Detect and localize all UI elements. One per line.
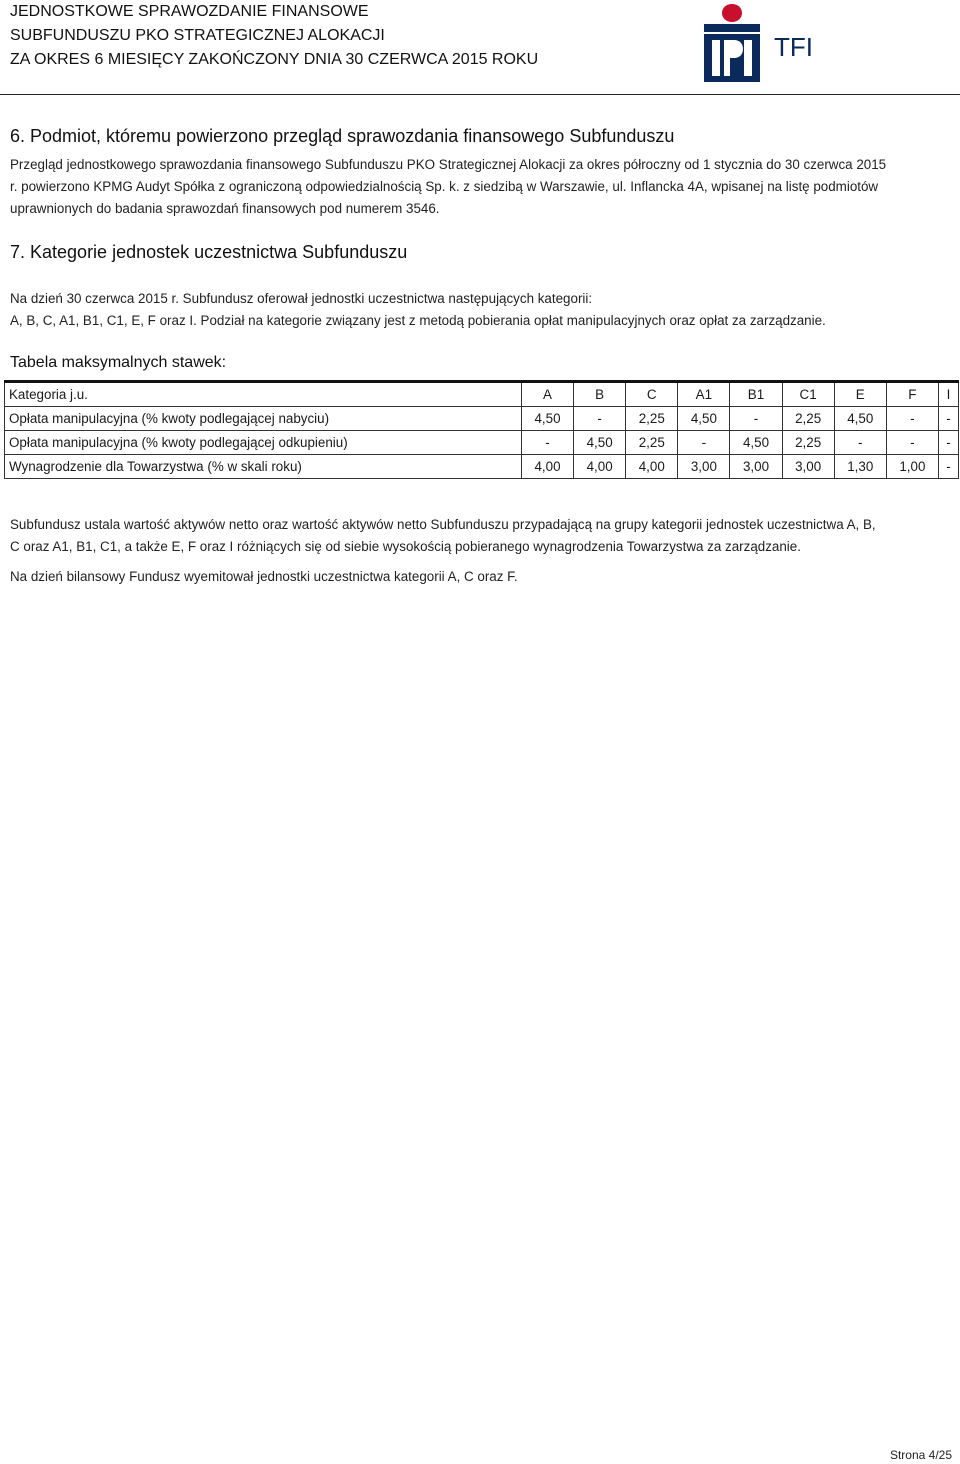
table-cell: - xyxy=(886,407,938,431)
table-cell: 3,00 xyxy=(678,455,730,479)
section-6-line-1: Przegląd jednostkowego sprawozdania finansowego Subfunduszu PKO Strategicznej Alokacji za okres półroczny od 1 stycznia do 30 czerwca 2015 xyxy=(10,157,887,172)
table-cell: - xyxy=(938,407,958,431)
header-title-line-2: SUBFUNDUSZU PKO STRATEGICZNEJ ALOKACJI xyxy=(10,27,385,44)
table-header-cell: F xyxy=(886,382,938,407)
issued-units-paragraph xyxy=(10,566,950,588)
issued-units-line: Na dzień bilansowy Fundusz wyemitował jednostki uczestnictwa kategorii A, C oraz F. xyxy=(10,569,518,584)
table-cell: 4,00 xyxy=(521,455,573,479)
header-divider xyxy=(0,94,960,95)
page-number: Strona 4/25 xyxy=(889,1448,952,1462)
table-row xyxy=(5,455,959,479)
table-cell: 2,25 xyxy=(782,407,834,431)
section-7-paragraph xyxy=(10,288,950,332)
table-cell: 1,00 xyxy=(886,455,938,479)
table-header-cell: A xyxy=(521,382,573,407)
table-header-row xyxy=(5,382,959,407)
table-cell: - xyxy=(886,431,938,455)
categories-line-1: Subfundusz ustala wartość aktywów netto oraz wartość aktywów netto Subfunduszu przypadającą na grupy kategorii jednostek uczestnictwa A, B, xyxy=(10,517,876,532)
header-title-line-1: JEDNOSTKOWE SPRAWOZDANIE FINANSOWE xyxy=(10,3,369,20)
table-cell: - xyxy=(938,431,958,455)
table-header-cell: A1 xyxy=(678,382,730,407)
rates-table-title: Tabela maksymalnych stawek: xyxy=(10,354,227,371)
table-cell: 4,00 xyxy=(626,455,678,479)
table-cell: 2,25 xyxy=(782,431,834,455)
table-header-cell: E xyxy=(834,382,886,407)
table-cell: 3,00 xyxy=(730,455,782,479)
table-header-cell: B1 xyxy=(730,382,782,407)
table-cell: - xyxy=(834,431,886,455)
table-header-cell: I xyxy=(938,382,958,407)
section-7-line-2: A, B, C, A1, B1, C1, E, F oraz I. Podział na kategorie związany jest z metodą pobierania opłat manipulacyjnych oraz opłat za zarządzanie. xyxy=(10,313,826,328)
table-row xyxy=(5,431,959,455)
table-cell: 4,50 xyxy=(834,407,886,431)
logo-tfi-text: TFI xyxy=(774,32,813,62)
pko-logo-icon xyxy=(700,2,764,84)
section-7-line-1: Na dzień 30 czerwca 2015 r. Subfundusz oferował jednostki uczestnictwa następujących kategorii: xyxy=(10,291,593,306)
header-title-line-3: ZA OKRES 6 MIESIĘCY ZAKOŃCZONY DNIA 30 CZERWCA 2015 ROKU xyxy=(10,51,539,68)
table-header-cell: C1 xyxy=(782,382,834,407)
table-cell: Opłata manipulacyjna (% kwoty podlegającej odkupieniu) xyxy=(5,431,522,455)
document-header xyxy=(10,0,538,72)
table-cell: - xyxy=(574,407,626,431)
categories-paragraph xyxy=(10,514,950,558)
table-cell: 4,50 xyxy=(730,431,782,455)
table-cell: - xyxy=(938,455,958,479)
table-header-cell: C xyxy=(626,382,678,407)
table-cell: 2,25 xyxy=(626,431,678,455)
categories-line-2: C oraz A1, B1, C1, a także E, F oraz I różniących się od siebie wysokością pobieranego wynagrodzenia Towarzystwa za zarządzanie. xyxy=(10,539,801,554)
table-cell: 4,50 xyxy=(574,431,626,455)
table-cell: 2,25 xyxy=(626,407,678,431)
section-6-line-3: uprawnionych do badania sprawozdań finansowych pod numerem 3546. xyxy=(10,201,440,216)
table-cell: Opłata manipulacyjna (% kwoty podlegającej nabyciu) xyxy=(5,407,522,431)
table-cell: - xyxy=(678,431,730,455)
table-cell: - xyxy=(730,407,782,431)
table-cell: 4,00 xyxy=(574,455,626,479)
table-cell: 4,50 xyxy=(678,407,730,431)
table-cell: Wynagrodzenie dla Towarzystwa (% w skali roku) xyxy=(5,455,522,479)
table-cell: 4,50 xyxy=(521,407,573,431)
table-cell: 3,00 xyxy=(782,455,834,479)
section-6-line-2: r. powierzono KPMG Audyt Spółka z ograniczoną odpowiedzialnością Sp. k. z siedzibą w Warszawie, ul. Inflancka 4A, wpisanej na listę podmiotów xyxy=(10,179,879,194)
table-cell: 1,30 xyxy=(834,455,886,479)
table-row xyxy=(5,407,959,431)
section-7-title: 7. Kategorie jednostek uczestnictwa Subfunduszu xyxy=(10,242,408,262)
section-6-title: 6. Podmiot, któremu powierzono przegląd sprawozdania finansowego Subfunduszu xyxy=(10,126,675,146)
max-rates-table xyxy=(4,380,959,479)
table-header-cell: Kategoria j.u. xyxy=(5,382,522,407)
table-cell: - xyxy=(521,431,573,455)
section-6-paragraph xyxy=(10,154,950,220)
table-header-cell: B xyxy=(574,382,626,407)
